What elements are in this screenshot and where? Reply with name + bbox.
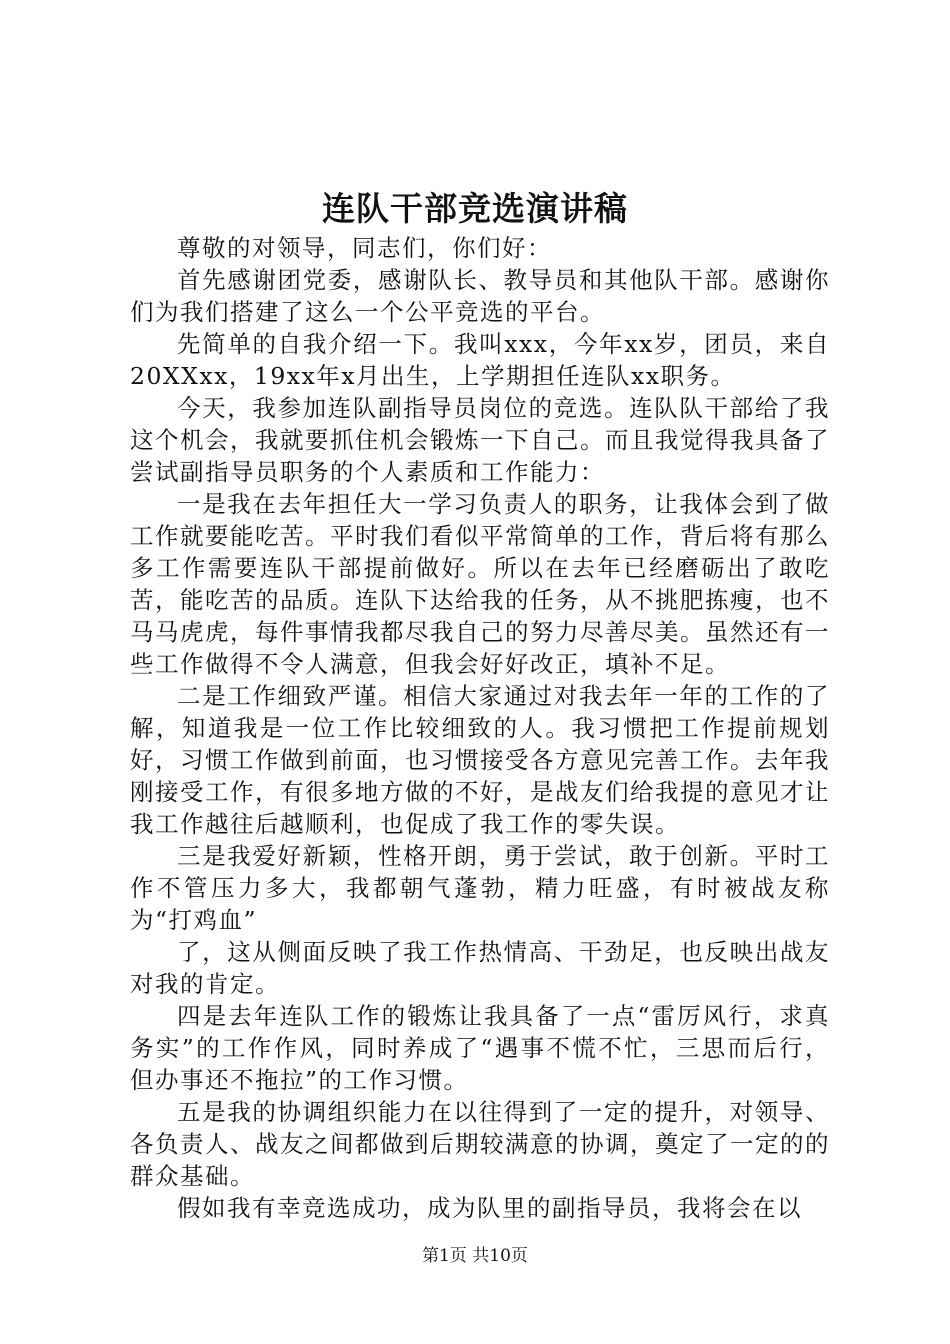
paragraph-candidacy: 今天，我参加连队副指导员岗位的竞选。连队队干部给了我这个机会，我就要抓住机会锻炼一下自己。而且我觉得我具备了尝试副指导员职务的个人素质和工作能力： (130, 394, 830, 486)
paragraph-point-four: 四是去年连队工作的锻炼让我具备了一点“雷厉风行，求真务实”的工作作风，同时养成了“遇事不慌不忙，三思而后行，但办事还不拖拉”的工作习惯。 (130, 1002, 830, 1094)
paragraph-point-two: 二是工作细致严谨。相信大家通过对我去年一年的工作的了解，知道我是一位工作比较细致的人。我习惯把工作提前规划好，习惯工作做到前面，也习惯接受各方意见完善工作。去年我刚接受工作，有很多地方做的不好，是战友们给我提的意见才让我工作越往后越顺利，也促成了我工作的零失误。 (130, 682, 830, 838)
paragraph-greeting: 尊敬的对领导，同志们，你们好： (177, 234, 552, 262)
paragraph-thanks: 首先感谢团党委，感谢队长、教导员和其他队干部。感谢你们为我们搭建了这么一个公平竞选的平台。 (130, 266, 830, 326)
page-number-footer: 第1页 共10页 (422, 1246, 528, 1266)
document-body (130, 232, 830, 1224)
paragraph-if-elected: 假如我有幸竞选成功，成为队里的副指导员，我将会在以 (177, 1194, 802, 1222)
paragraph-point-five: 五是我的协调组织能力在以往得到了一定的提升，对领导、各负责人、战友之间都做到后期较满意的协调，奠定了一定的的群众基础。 (130, 1098, 830, 1190)
paragraph-point-three: 三是我爱好新颖，性格开朗，勇于尝试，敢于创新。平时工作不管压力多大，我都朝气蓬勃，精力旺盛，有时被战友称为“打鸡血” (130, 842, 830, 934)
paragraph-point-one: 一是我在去年担任大一学习负责人的职务，让我体会到了做工作就要能吃苦。平时我们看似平常简单的工作，背后将有那么多工作需要连队干部提前做好。所以在去年已经磨砺出了敢吃苦，能吃苦的品质。连队下达给我的任务，从不挑肥拣瘦，也不马马虎虎，每件事情我都尽我自己的努力尽善尽美。虽然还有一些工作做得不令人满意，但我会好好改正，填补不足。 (130, 490, 830, 678)
document-title: 连队干部竞选演讲稿 (322, 189, 628, 228)
paragraph-introduction: 先简单的自我介绍一下。我叫xxx，今年xx岁，团员，来自20XXxx，19xx年x月出生，上学期担任连队xx职务。 (130, 330, 830, 390)
paragraph-point-three-continued: 了，这从侧面反映了我工作热情高、干劲足，也反映出战友对我的肯定。 (130, 938, 830, 998)
